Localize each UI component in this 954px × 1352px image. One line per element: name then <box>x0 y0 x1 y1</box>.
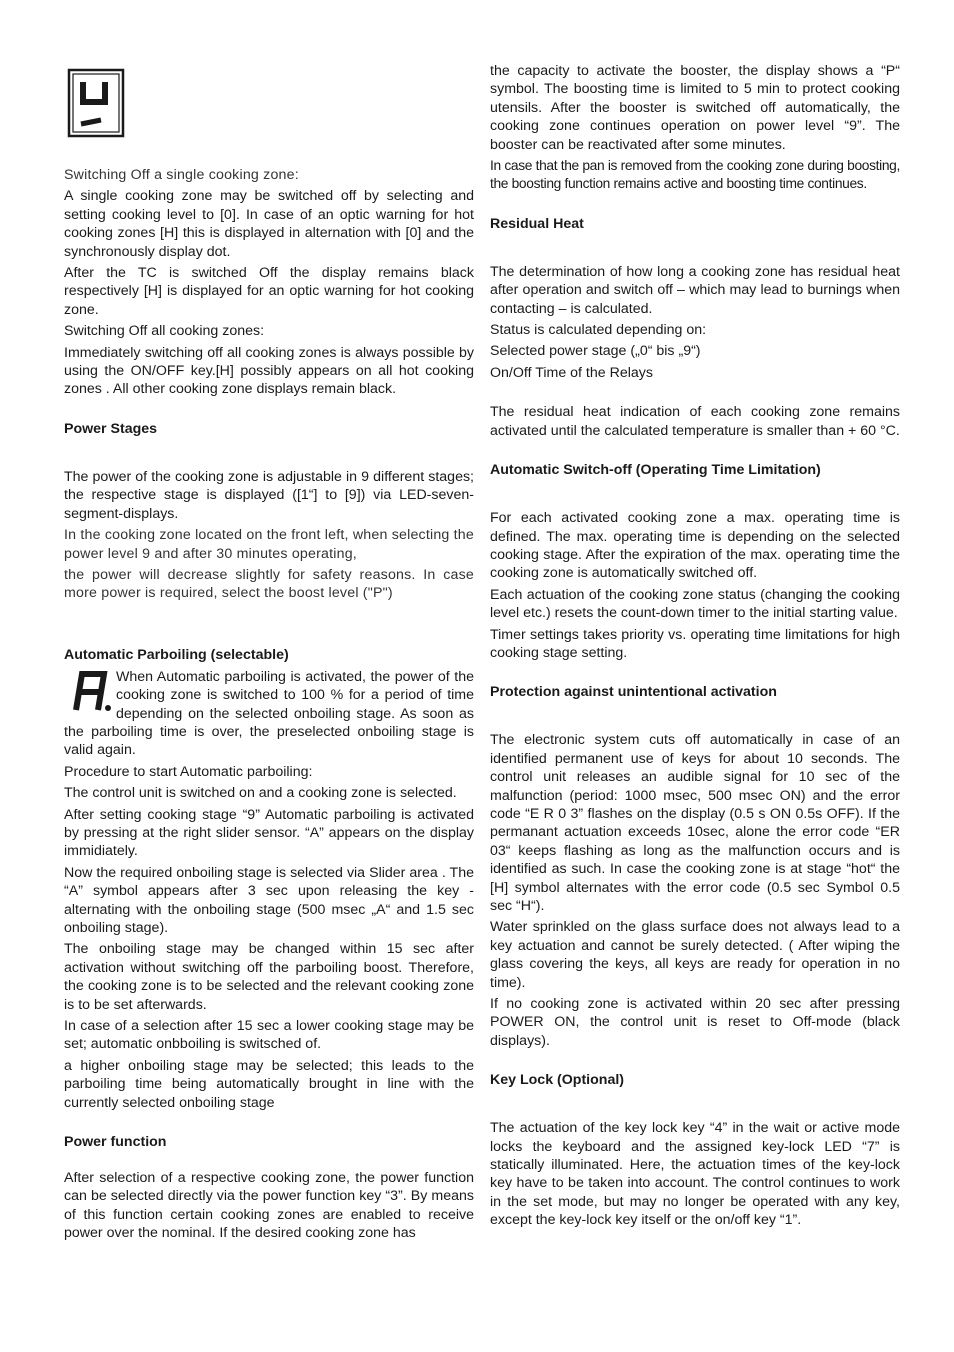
switch-off-all-paragraph: Immediately switching off all cooking zones is always possible by using the ON/OFF key.[H] possibly appears on all hot cooking zones . All other cooking zone displays remain black. <box>64 344 474 398</box>
parboiling-paragraph-4: After setting cooking stage “9” Automatic parboiling is activated by pressing at the right slider sensor. “A” appears on the display immidiately. <box>64 806 474 860</box>
right-column <box>490 62 900 1233</box>
booster-paragraph-2: In case that the pan is removed from the cooking zone during boosting, the boosting function remains active and boosting time continues. <box>490 158 900 192</box>
parboiling-paragraph-8: a higher onboiling stage may be selected; this leads to the parboiling time being automatically brought in line with the currently selected onboiling stage <box>64 1057 474 1111</box>
switch-off-all-heading: Switching Off all cooking zones: <box>64 323 265 340</box>
protection-title: Protection against unintentional activation <box>490 684 777 701</box>
left-column <box>64 62 474 1246</box>
protection-paragraph-1: The electronic system cuts off automatically in case of an identified permanent use of keys for about 10 seconds. The control unit releases an audible signal for 10 sec of the malfunction (period: 1000 msec, 500 msec ON) and the error code “E R 0 3” flashes on the display (0.5 s ON 0.5s OFF). If the permanant actuation exceeds 10sec, alone the error code “ER 03“ keeps flashing as long as the malfunction occurs and is identified as such. In case the cooking zone is at stage “hot“ the [H] symbol alternates with the error code (0.5 sec Symbol 0.5 sec “H“). <box>490 732 900 914</box>
switch-off-single-paragraph-1: A single cooking zone may be switched off by selecting and setting cooking level to [0]. In case of an optic warning for hot cooking zones [H] this is displayed in alternation with [0] and the synchronously display dot. <box>64 188 474 260</box>
automatic-switch-off-paragraph-1: For each activated cooking zone a max. operating time is defined. The max. operating time is depending on the selected cooking stage. After the expiration of the max. operating time the cooking zone is automatically switched off. <box>490 510 900 582</box>
seven-segment-u-icon <box>67 68 127 142</box>
parboiling-paragraph-6: The onboiling stage may be changed within 15 sec after activation without switching off the parboiling boost. Therefore, the cooking zone is to be selected and the relevant cooking zone is to be set afterwards. <box>64 941 474 1013</box>
parboiling-paragraph-5: Now the required onboiling stage is selected via Slider area . The “A” symbol appears after 3 sec upon releasing the key - alternating with the onboiling stage (500 msec „A“ and 1.5 sec onboiling stage). <box>64 864 474 936</box>
key-lock-paragraph: The actuation of the key lock key “4” in the wait or active mode locks the keyboard and the assigned key-lock LED “7” is statically illuminated. Here, the actuation times of the key-lock key have to be taken into account. The control continues to work in the set mode, but may no longer be operated with any key, except the key-lock key itself or the on/off key “1”. <box>490 1120 900 1229</box>
residual-heat-paragraph-3: Selected power stage („0“ bis „9“) <box>490 343 701 360</box>
switch-off-single-heading: Switching Off a single cooking zone: <box>64 167 299 183</box>
parboiling-paragraph-2: Procedure to start Automatic parboiling: <box>64 763 313 780</box>
parboiling-paragraph-1 <box>64 668 474 760</box>
power-function-title: Power function <box>64 1134 167 1151</box>
automatic-switch-off-paragraph-3: Timer settings takes priority vs. operating time limitations for high cooking stage setting. <box>490 626 900 661</box>
power-stages-paragraph-1: The power of the cooking zone is adjustable in 9 different stages; the respective stage is displayed ([1“] to [9]) via LED-seven-segment-displays. <box>64 468 474 522</box>
parboiling-paragraph-3: The control unit is switched on and a cooking zone is selected. <box>64 785 457 802</box>
residual-heat-paragraph-5: The residual heat indication of each cooking zone remains activated until the calculated temperature is smaller than + 60 °C. <box>490 404 900 439</box>
protection-paragraph-3: If no cooking zone is activated within 20 sec after pressing POWER ON, the control unit is reset to Off-mode (black displays). <box>490 996 900 1049</box>
protection-paragraph-2: Water sprinkled on the glass surface does not always lead to a key actuation and cannot be surely detected. ( After wiping the glass covering the keys, all keys are ready for operation in no time). <box>490 919 900 991</box>
parboiling-paragraph-7: In case of a selection after 15 sec a lower cooking stage may be set; automatic onbboiling is switsched of. <box>64 1018 474 1053</box>
residual-heat-paragraph-2: Status is calculated depending on: <box>490 322 707 339</box>
power-stages-paragraph-3: the power will decrease slightly for safety reasons. In case more power is required, select the boost level ("P") <box>64 566 474 602</box>
parboiling-paragraph-1-text: When Automatic parboiling is activated, the power of the cooking zone is switched to 100 % for a period of time depending on the selected onboiling stage. As soon as the parboiling time is over, the preselected onboiling stage is valid again. <box>64 668 474 759</box>
residual-heat-paragraph-4: On/Off Time of the Relays <box>490 364 653 381</box>
key-lock-title: Key Lock (Optional) <box>490 1072 625 1089</box>
power-stages-paragraph-2: In the cooking zone located on the front left, when selecting the power level 9 and after 30 minutes operating, <box>64 527 474 562</box>
residual-heat-paragraph-1: The determination of how long a cooking zone has residual heat after operation and switch off – which may lead to burnings when contacting – is calculated. <box>490 263 900 317</box>
switch-off-single-paragraph-2: After the TC is switched Off the display remains black respectively [H] is displayed for an optic warning for hot cooking zone. <box>64 265 474 318</box>
booster-paragraph-1: the capacity to activate the booster, the display shows a “P“ symbol. The boosting time is limited to 5 min to protect cooking utensils. After the booster is switched off automatically, the cooking zone continues operation on power level “9”. The booster can be reactivated after some minutes. <box>490 63 900 153</box>
residual-heat-title: Residual Heat <box>490 215 584 232</box>
power-function-paragraph: After selection of a respective cooking zone, the power function can be selected directly via the power function key “3”. By means of this function certain cooking zones are enabled to receive power over the nominal. If the desired cooking zone has <box>64 1170 474 1242</box>
automatic-switch-off-paragraph-2: Each actuation of the cooking zone status (changing the cooking level etc.) resets the count-down timer to the initial starting value. <box>490 586 900 622</box>
automatic-switch-off-title: Automatic Switch-off (Operating Time Limitation) <box>490 462 821 479</box>
automatic-parboiling-title: Automatic Parboiling (selectable) <box>64 646 289 663</box>
power-stages-title: Power Stages <box>64 420 158 437</box>
seven-segment-a-icon <box>64 668 114 712</box>
